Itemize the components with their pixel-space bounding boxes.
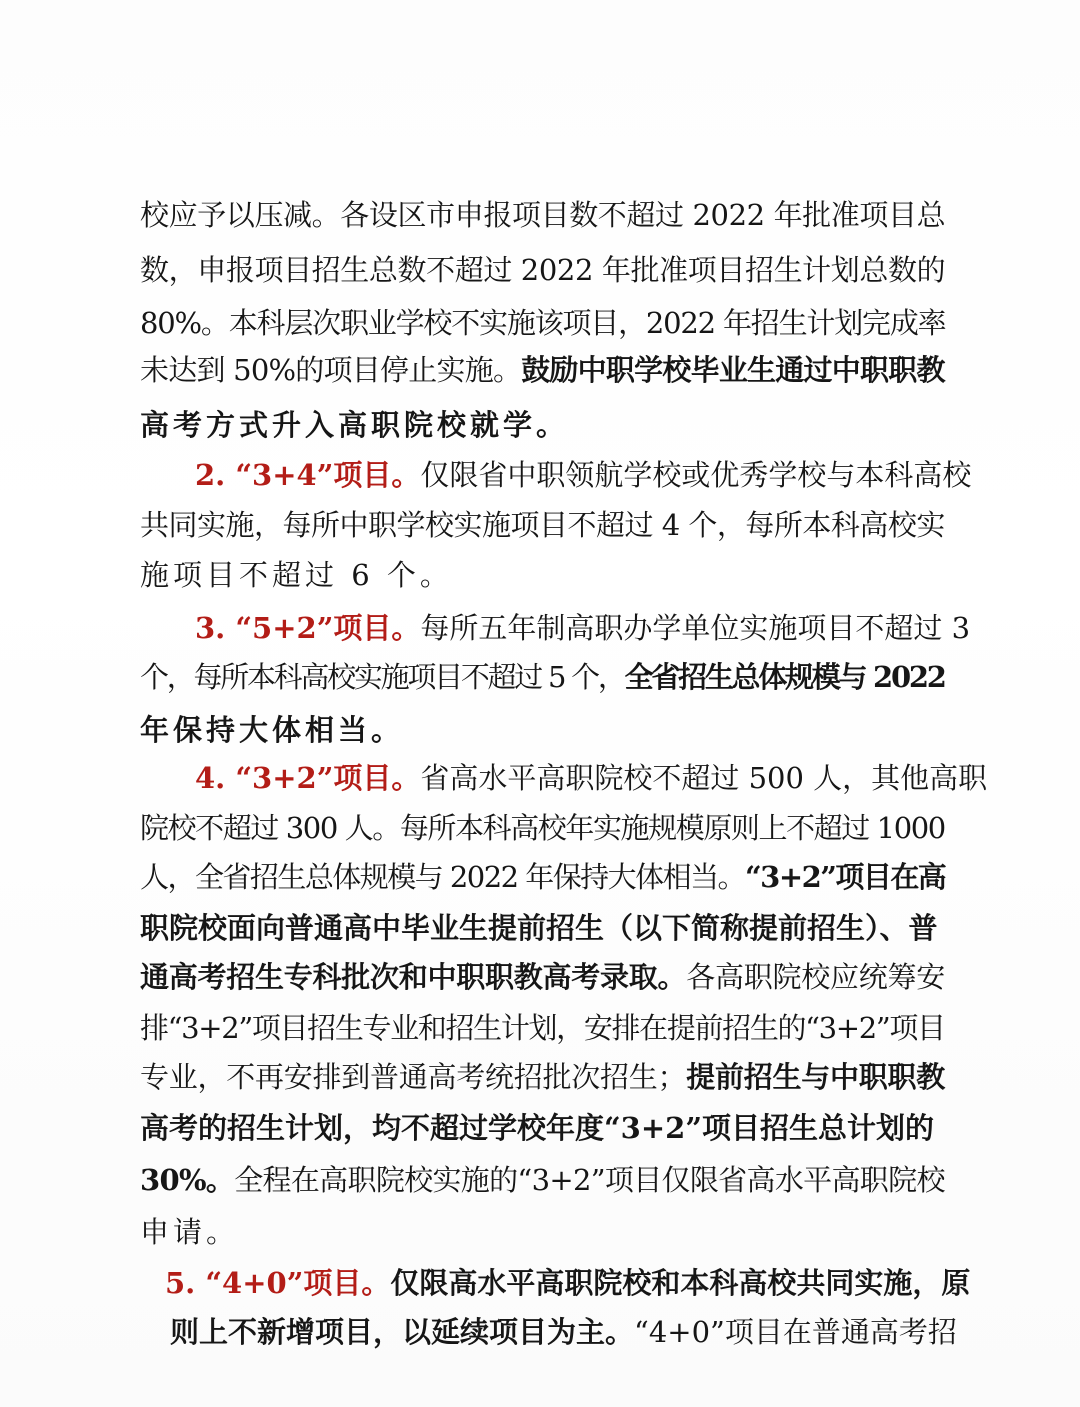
text-line <box>140 1207 945 1257</box>
text-line <box>195 603 1000 653</box>
text-line <box>195 753 1000 803</box>
text-line <box>140 852 945 902</box>
body-text: 数，申报项目招生总数不超过 2022 年批准项目招生计划总数的 <box>140 253 946 287</box>
body-text: 各高职院校应统筹安 <box>686 960 946 994</box>
bold-text: 提前招生与中职职教 <box>686 1060 946 1094</box>
text-line <box>140 952 945 1002</box>
body-text: 未达到 50%的项目停止实施。 <box>140 353 522 387</box>
text-line <box>140 1052 945 1102</box>
body-text: 共同实施，每所中职学校实施项目不超过 4 个，每所本科高校实 <box>140 508 945 542</box>
text-line <box>140 903 945 953</box>
section-heading: 3. “5+2”项目。 <box>195 611 421 645</box>
body-text: 校应予以压减。各设区市申报项目数不超过 2022 年批准项目总 <box>140 198 946 232</box>
bold-text: 全省招生总体规模与 2022 <box>624 660 945 694</box>
text-line <box>140 1103 945 1153</box>
body-text: 省高水平高职院校不超过 500 人，其他高职 <box>420 761 988 795</box>
text-line <box>140 500 945 550</box>
body-text: 个，每所本科高校实施项目不超过 5 个， <box>140 660 625 694</box>
text-line <box>140 298 945 348</box>
text-line <box>140 245 945 295</box>
body-text: 全程在高职院校实施的“3+2”项目仅限省高水平高职院校 <box>234 1163 945 1197</box>
text-line <box>165 1258 970 1308</box>
bold-text: 鼓励中职学校毕业生通过中职职教 <box>521 353 945 387</box>
body-text: 专业，不再安排到普通高考统招批次招生； <box>140 1060 687 1094</box>
text-line <box>140 1003 945 1053</box>
body-text: 院校不超过 300 人。每所本科高校年实施规模原则上不超过 1000 <box>140 811 945 845</box>
section-heading: 5. “4+0”项目。 <box>165 1266 391 1300</box>
text-line <box>170 1307 975 1357</box>
body-text: “4+0”项目在普通高考招 <box>634 1315 957 1349</box>
body-text: 施项目不超过 6 个。 <box>140 558 453 592</box>
body-text: 80%。本科层次职业学校不实施该项目，2022 年招生计划完成率 <box>140 306 946 340</box>
bold-text: “3+2”项目在高 <box>745 860 946 894</box>
section-heading: 2. “3+4”项目。 <box>195 458 421 492</box>
body-text: 每所五年制高职办学单位实施项目不超过 3 <box>420 611 971 645</box>
text-line <box>140 1155 945 1205</box>
bold-text: 高考方式升入高职院校就学。 <box>140 408 570 442</box>
text-line <box>140 400 945 450</box>
body-text: 排“3+2”项目招生专业和招生计划，安排在提前招生的“3+2”项目 <box>140 1011 945 1045</box>
bold-text: 职院校面向普通高中毕业生提前招生（以下简称提前招生）、普 <box>140 911 938 945</box>
body-text: 仅限省中职领航学校或优秀学校与本科高校 <box>420 458 972 492</box>
body-text: 人，全省招生总体规模与 2022 年保持大体相当。 <box>140 860 746 894</box>
bold-text: 高考的招生计划，均不超过学校年度“3+2”项目招生总计划的 <box>140 1111 935 1145</box>
bold-text: 仅限高水平高职院校和本科高校共同实施，原 <box>390 1266 971 1300</box>
body-text: 申请。 <box>140 1215 240 1249</box>
bold-text: 30%。 <box>140 1163 235 1197</box>
text-line <box>140 190 945 240</box>
section-heading: 4. “3+2”项目。 <box>195 761 421 795</box>
bold-text: 年保持大体相当。 <box>140 713 405 747</box>
text-line <box>195 450 1000 500</box>
text-line <box>140 705 945 755</box>
text-line <box>140 652 945 702</box>
bold-text: 则上不新增项目，以延续项目为主。 <box>170 1315 635 1349</box>
text-line <box>140 345 945 395</box>
text-line <box>140 803 945 853</box>
bold-text: 通高考招生专科批次和中职职教高考录取。 <box>140 960 687 994</box>
text-line <box>140 550 945 600</box>
